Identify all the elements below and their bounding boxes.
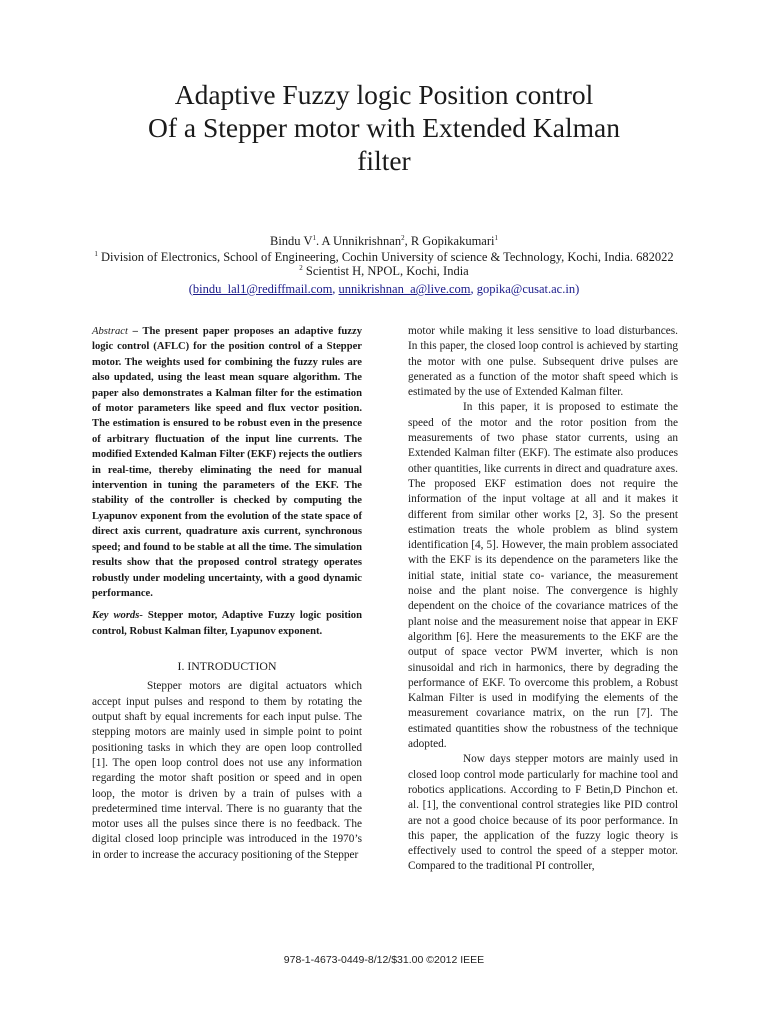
affiliation-2 xyxy=(0,264,768,278)
email-link-1[interactable]: bindu_lal1@rediffmail.com xyxy=(192,282,333,296)
author-list xyxy=(0,234,768,248)
emails-separator-2: , xyxy=(470,282,477,296)
affiliation-2-text: Scientist H, NPOL, Kochi, India xyxy=(302,264,469,278)
author-emails xyxy=(0,282,768,296)
author-2: . A Unnikrishnan xyxy=(316,234,402,248)
title-line-2: Of a Stepper motor with Extended Kalman xyxy=(148,112,620,143)
author-1-affiliation-mark: 1 xyxy=(312,233,316,242)
right-paragraph-ekf: In this paper, it is proposed to estimate the speed of the motor and the rotor position from the measurements of two phase stator currents, using an Extended Kalman filter (EKF). The estimate also produces other quantities, like currents in direct and quadrature axes. The proposed EKF estimation does not require the information of the input voltage at all and it makes it different from similar other works [2, 3]. So the present estimation treats the whole problem as blind system identification [4, 5]. However, the main problem associated with the EKF is its dependence on the parameters like the initial state, initial state co- variance, the measurement noise and the plant noise. The convergence is highly dependent on the choice of the covariance matrices of the plant noise and the measurement noise that appear in EKF algorithm [6]. Here the measurements to the EKF are the output of space vector PWM inverter, which is non sinusoidal and rich in harmonics, there by degrading the performance of EKF. To overcome this problem, a Robust Kalman Filter is used in modifying the elements of the measurement covariance matrix, on the run [7]. The estimated quantities show the robustness of the technique adopted. xyxy=(408,401,678,751)
section-heading-introduction: I. INTRODUCTION xyxy=(177,659,277,674)
copyright-footer: 978-1-4673-0449-8/12/$31.00 ©2012 IEEE xyxy=(283,954,485,966)
emails-close-paren: ) xyxy=(575,282,580,296)
abstract-label: Abstract xyxy=(92,326,128,337)
abstract xyxy=(92,324,362,601)
author-1: Bindu V xyxy=(270,234,313,248)
emails-separator-1: , xyxy=(332,282,339,296)
abstract-dash: – xyxy=(127,326,143,337)
affiliation-1-text: Division of Electronics, School of Engineering, Cochin University of science & Technology, Kochi, India. 682022 xyxy=(97,250,674,264)
right-paragraph-continued: motor while making it less sensitive to load disturbances. In this paper, the closed loop control is achieved by starting the motor with one pulse. Subsequent drive pulses are generated as a function of the motor shaft speed which is estimated by the use of Extended Kalman filter. xyxy=(408,325,678,399)
intro-paragraph-1: Stepper motors are digital actuators which accept input pulses and respond to them by rotating the output shaft by equal increments for each input pulse. The stepping motors are mainly used in simple point to point positioning tasks in which they are open loop controlled [1]. The open loop control does not use any information regarding the motor shaft position or speed and in open loop, the motor is driven by a train of pulses with a predetermined time interval. There is no guaranty that the motor uses all the pulses since there is no feedback. The digital closed loop principle was introduced in the 1970’s in order to increase the accuracy positioning of the Stepper xyxy=(92,680,362,861)
author-3: , R Gopikakumari xyxy=(404,234,495,248)
left-column xyxy=(92,324,362,863)
keywords-text: Stepper motor, Adaptive Fuzzy logic position control, Robust Kalman filter, Lyapunov exponent. xyxy=(92,610,362,637)
keywords xyxy=(92,608,362,639)
right-paragraph-fuzzy: Now days stepper motors are mainly used in closed loop control mode particularly for machine tool and robotics applications. According to F Betin,D Pinchon et. al. [1], the conventional control strategies like PID control are not a good choice because of its poor performance. In this paper, the application of the fuzzy logic theory is effectively used to control the speed of a stepper motor. Compared to the traditional PI controller, xyxy=(408,753,678,873)
keywords-label: Key words- xyxy=(92,610,143,622)
right-column xyxy=(408,324,678,875)
author-2-affiliation-mark: 2 xyxy=(401,233,405,242)
affiliation-1 xyxy=(0,250,768,264)
affiliation-2-mark: 2 xyxy=(299,263,303,272)
title-line-1: Adaptive Fuzzy logic Position control xyxy=(174,79,594,110)
affiliation-1-mark: 1 xyxy=(94,249,98,258)
email-link-3[interactable]: gopika@cusat.ac.in xyxy=(476,282,576,296)
email-link-2[interactable]: unnikrishnan_a@live.com xyxy=(338,282,471,296)
title-line-3: filter xyxy=(357,145,411,176)
abstract-text: The present paper proposes an adaptive fuzzy logic control (AFLC) for the position control of a Stepper motor. The weights used for combining the fuzzy rules are also updated, using the least mean square algorithm. The paper also demonstrates a Kalman filter for the estimation of motor parameters like speed and flux vector position. The estimation is ensured to be robust even in the presence of arbitrary fluctuation of the input line currents. The modified Extended Kalman Filter (EKF) rejects the outliers in real-time, thereby eliminating the need for manual intervention in tuning the parameters of the EKF. The stability of the controller is checked by computing the Lyapunov exponent from the evolution of the state space of direct axis current, quadrature axis current, synchronous speed; and found to be stable at all the time. The simulation results show that the proposed control strategy operates robustly under modeling uncertainty, with a good dynamic performance. xyxy=(92,326,363,599)
emails-open-paren: ( xyxy=(188,282,193,296)
paper-title xyxy=(60,78,708,177)
author-3-affiliation-mark: 1 xyxy=(494,233,498,242)
